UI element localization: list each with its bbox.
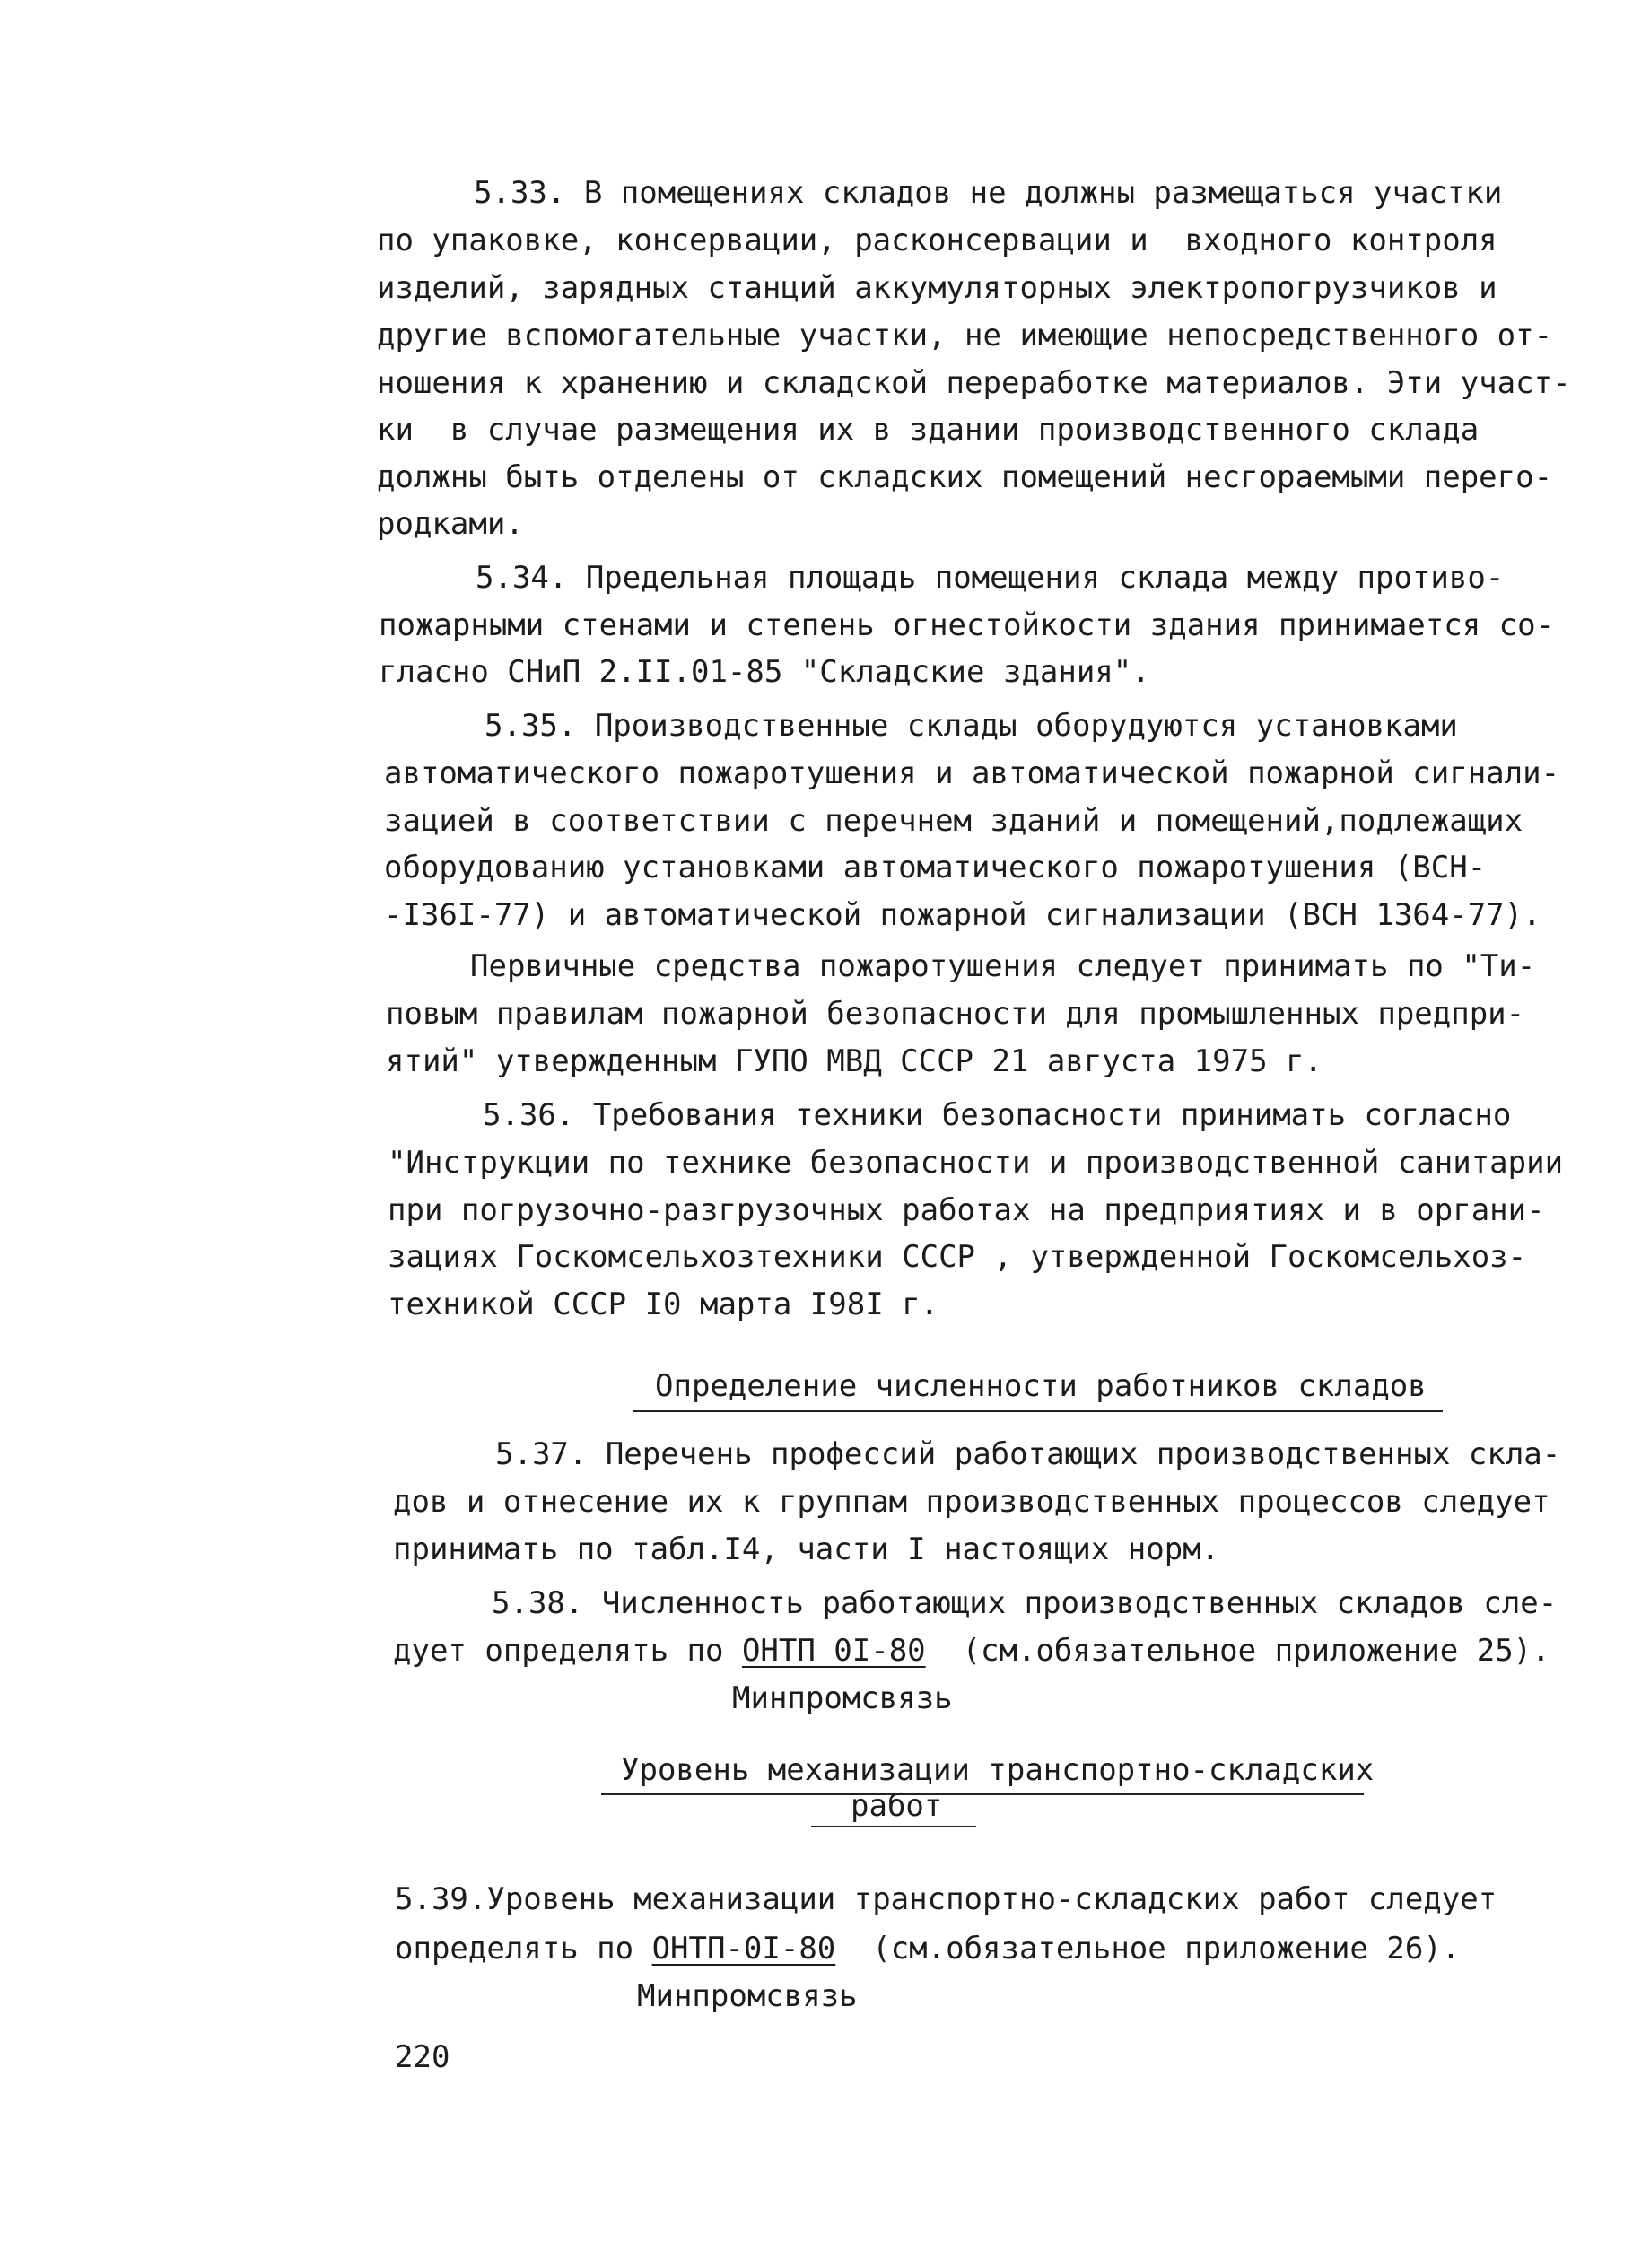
p533-line-3: изделий, зарядных станций аккумуляторных электропогрузчиков и — [377, 270, 1497, 306]
p538-line-3: Минпромсвязь — [732, 1680, 953, 1716]
p538-line-2 — [393, 1633, 1550, 1669]
p533-line-6: ки в случае размещения их в здании производственного склада — [377, 412, 1480, 448]
p537-line-1: 5.37. Перечень профессий работающих производственных скла- — [495, 1436, 1561, 1472]
heading-underline — [811, 1826, 976, 1827]
p539-text-c: (см.обязательное приложение 26). — [835, 1931, 1461, 1967]
p536-line-2: "Инструкции по технике безопасности и производственной санитарии — [388, 1145, 1564, 1181]
section-heading-mechanization-line-2: работ — [851, 1788, 943, 1824]
p539-text-a: определять по — [395, 1931, 652, 1967]
p533-line-5: ношения к хранению и складской переработке материалов. Эти участ- — [377, 365, 1571, 401]
p535-line-2: автоматического пожаротушения и автоматической пожарной сигнали- — [384, 755, 1560, 791]
heading-underline — [633, 1410, 1443, 1412]
p538-text-a: дует определять по — [393, 1633, 742, 1669]
p534-line-1: 5.34. Предельная площадь помещения склада между противо- — [476, 560, 1505, 596]
p533-line-7: должны быть отделены от складских помещений несгораемыми перего- — [377, 459, 1553, 495]
p535-line-5: -I36I-77) и автоматической пожарной сигнализации (ВСН 1364-77). — [384, 897, 1541, 933]
p535b-line-2: повым правилам пожарной безопасности для промышленных предпри- — [386, 996, 1525, 1032]
p536-line-1: 5.36. Требования техники безопасности принимать согласно — [483, 1097, 1512, 1133]
p539-line-1: 5.39.Уровень механизации транспортно-складских работ следует — [395, 1881, 1497, 1917]
p537-line-2: дов и отнесение их к группам производственных процессов следует — [393, 1484, 1550, 1520]
p538-norm-ref: ОНТП 0I-80 — [741, 1633, 926, 1669]
p536-line-3: при погрузочно-разгрузочных работах на предприятиях и в органи- — [388, 1192, 1545, 1228]
p533-line-2: по упаковке, консервации, расконсервации и входного контроля — [377, 222, 1497, 258]
p539-line-2 — [395, 1931, 1461, 1967]
p538-text-c: (см.обязательное приложение 25). — [925, 1633, 1550, 1669]
p535b-line-1: Первичные средства пожаротушения следует принимать по "Ти- — [470, 948, 1536, 984]
page-number: 220 — [395, 2039, 450, 2075]
p536-line-5: техникой СССР I0 марта I98I г. — [388, 1287, 939, 1322]
p538-line-1: 5.38. Численность работающих производственных складов сле- — [492, 1585, 1558, 1621]
p534-line-3: гласно СНиП 2.II.01-85 "Складские здания". — [379, 654, 1150, 690]
p539-line-3: Минпромсвязь — [637, 1978, 858, 2014]
p533-line-4: другие вспомогательные участки, не имеющие непосредственного от- — [377, 318, 1553, 353]
p536-line-4: зациях Госкомсельхозтехники СССР , утвержденной Госкомсельхоз- — [388, 1239, 1527, 1275]
section-heading-staffing: Определение численности работников складов — [655, 1368, 1427, 1404]
p539-norm-ref: ОНТП-0I-80 — [651, 1931, 836, 1967]
p534-line-2: пожарными стенами и степень огнестойкости здания принимается со- — [379, 607, 1555, 643]
heading-underline — [601, 1793, 1364, 1795]
section-heading-mechanization: Уровень механизации транспортно-складских — [621, 1752, 1375, 1788]
p535b-line-3: ятий" утвержденным ГУПО МВД СССР 21 августа 1975 г. — [386, 1043, 1323, 1079]
p537-line-3: принимать по табл.I4, части I настоящих норм. — [393, 1531, 1220, 1567]
p533-line-1: 5.33. В помещениях складов не должны размещаться участки — [474, 175, 1503, 211]
p535-line-1: 5.35. Производственные склады оборудуются установками — [485, 708, 1458, 744]
p533-line-8: родками. — [377, 506, 524, 542]
p535-line-3: зацией в соответствии с перечнем зданий и помещений,подлежащих — [384, 803, 1523, 839]
p535-line-4: оборудованию установками автоматического пожаротушения (ВСН- — [384, 850, 1487, 885]
